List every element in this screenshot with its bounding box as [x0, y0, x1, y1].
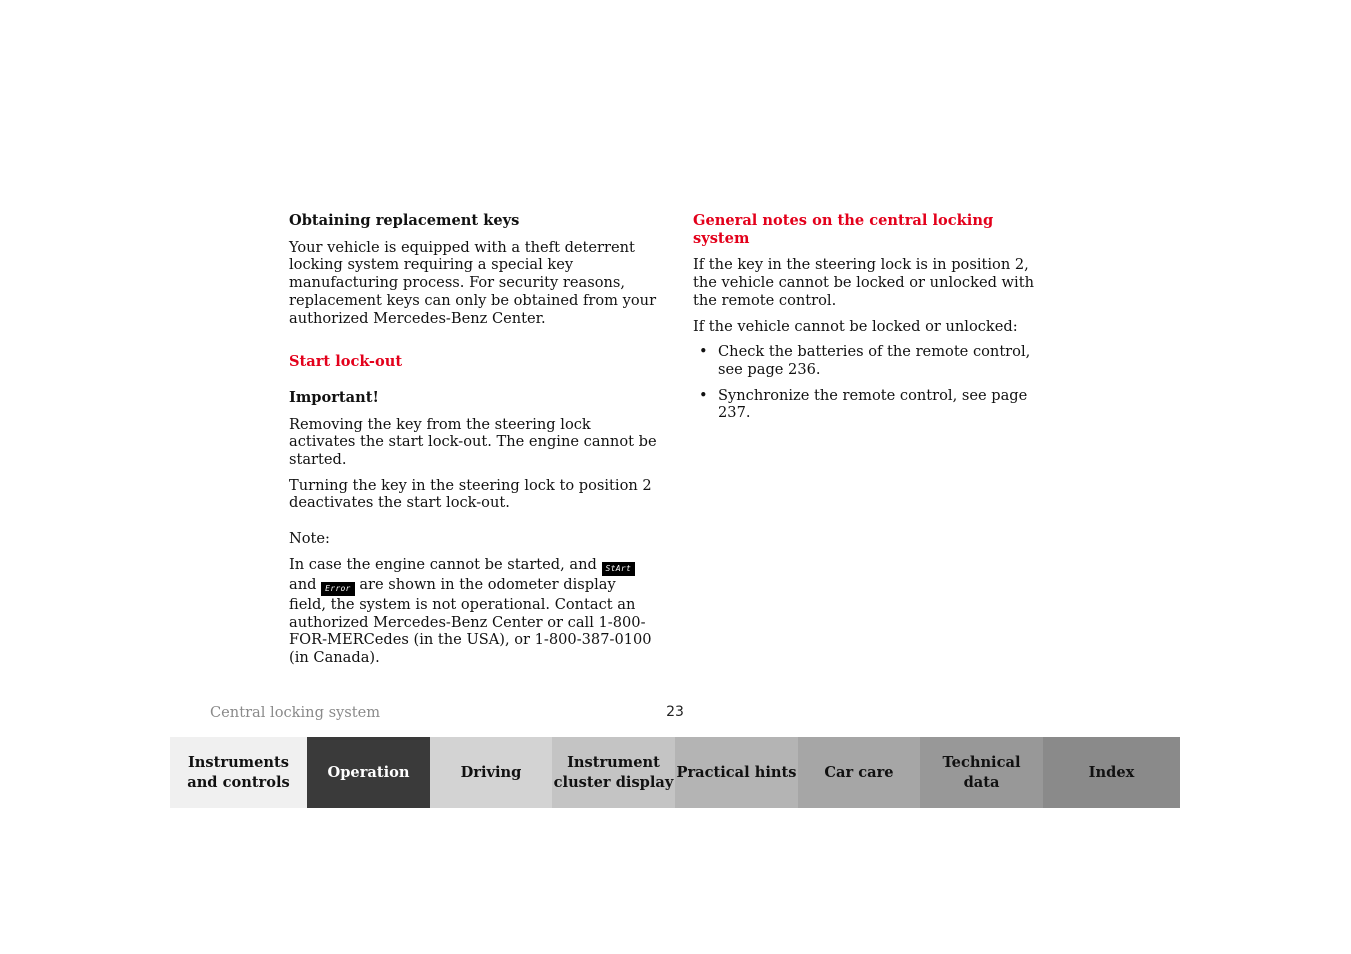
- important-label: Important!: [289, 388, 379, 406]
- bullet-list: [693, 343, 1053, 422]
- paragraph-turning-key: Turning the key in the steering lock to position 2 deactivates the start lock-out.: [289, 476, 652, 512]
- note-paragraph: [289, 556, 657, 667]
- bullet-icon: •: [699, 343, 708, 361]
- bullet-text-batteries: Check the batteries of the remote control, see page 236.: [718, 343, 1031, 378]
- tab-label: Driving: [460, 763, 522, 781]
- left-column: [289, 212, 657, 675]
- heading-general-notes: General notes on the central locking system: [693, 212, 994, 247]
- paragraph-key-position: If the key in the steering lock is in position 2, the vehicle cannot be locked or unlocked with the remote control.: [693, 256, 1034, 309]
- right-column: [693, 212, 1053, 430]
- tab-index[interactable]: [1043, 737, 1180, 808]
- tab-operation[interactable]: [307, 737, 430, 808]
- heading-replacement-keys: Obtaining replacement keys: [289, 212, 520, 229]
- tab-label: Instruments and controls: [187, 753, 290, 791]
- paragraph-removing-key: Removing the key from the steering lock activates the start lock-out. The engine cannot be started.: [289, 415, 657, 469]
- tab-label: Technical data: [942, 753, 1021, 791]
- bullet-icon: •: [699, 386, 708, 404]
- footer-section-title: Central locking system: [210, 704, 381, 721]
- note-text-and: and: [289, 575, 317, 593]
- list-item: [693, 343, 1053, 378]
- heading-start-lockout: Start lock-out: [289, 353, 403, 371]
- lcd-error-symbol: Error: [321, 582, 355, 596]
- tab-instrument-cluster-display[interactable]: [552, 737, 675, 808]
- list-item: [693, 387, 1053, 422]
- tab-driving[interactable]: [430, 737, 552, 808]
- tab-car-care[interactable]: [798, 737, 920, 808]
- navigation-tabs: [170, 737, 1180, 808]
- lcd-start-symbol: StArt: [602, 562, 636, 576]
- note-text-part1: In case the engine cannot be started, and: [289, 555, 597, 573]
- paragraph-replacement-keys: Your vehicle is equipped with a theft deterrent locking system requiring a special key manufacturing process. For security reasons, replacement keys can only be obtained from your authorized Mercedes-Benz Center.: [289, 238, 657, 327]
- note-text-part2: are shown in the odometer display field, the system is not operational. Contact an authorized Mercedes-Benz Center or call 1-800-FOR-MERCedes (in the USA), or 1-800-387-0100 (in Canada).: [289, 575, 652, 666]
- paragraph-if-cannot-lock: If the vehicle cannot be locked or unlocked:: [693, 317, 1018, 335]
- tab-label: Operation: [327, 763, 410, 781]
- tab-label: Index: [1088, 763, 1135, 781]
- tab-label: Car care: [824, 763, 894, 781]
- bullet-text-synchronize: Synchronize the remote control, see page 237.: [718, 386, 1028, 422]
- page-number: 23: [666, 704, 684, 720]
- tab-label: Instrument cluster display: [553, 753, 674, 791]
- note-label: Note:: [289, 530, 330, 548]
- tab-practical-hints[interactable]: [675, 737, 798, 808]
- tab-technical-data[interactable]: [920, 737, 1043, 808]
- tab-label: Practical hints: [676, 763, 797, 781]
- tab-instruments-and-controls[interactable]: [170, 737, 307, 808]
